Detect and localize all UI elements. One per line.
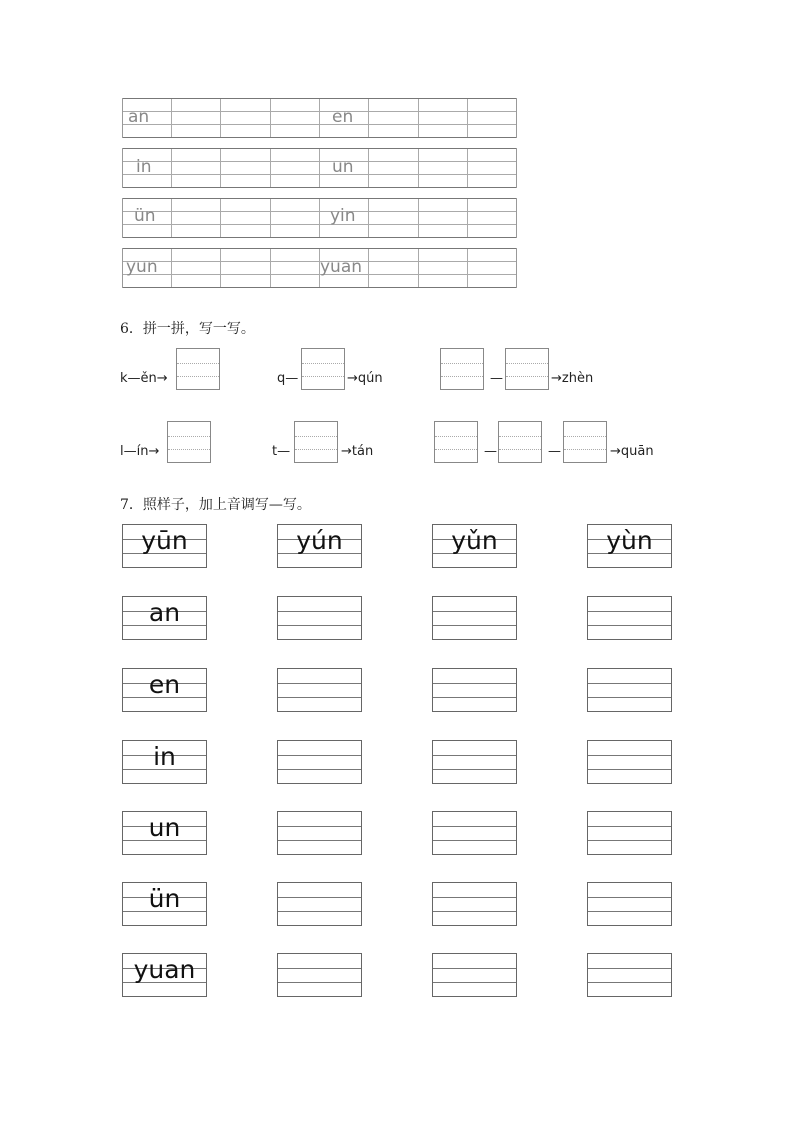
answer-box[interactable] xyxy=(277,740,362,784)
q6-heading: 6．拼一拼，写一写。 xyxy=(120,321,255,337)
prompt-box xyxy=(122,740,207,784)
answer-box[interactable] xyxy=(294,421,338,463)
answer-box[interactable] xyxy=(277,668,362,712)
q6-dash: — xyxy=(490,371,503,386)
q6-dash: — xyxy=(548,444,561,459)
answer-box[interactable] xyxy=(432,668,517,712)
q6-suffix: →tán xyxy=(341,444,374,459)
trace-label: en xyxy=(332,107,354,127)
answer-box[interactable] xyxy=(563,421,607,463)
trace-label: yin xyxy=(330,206,356,226)
answer-box[interactable] xyxy=(587,596,672,640)
q6-prefix: l—ín→ xyxy=(120,444,160,459)
answer-box[interactable] xyxy=(277,811,362,855)
answer-box[interactable] xyxy=(176,348,220,390)
answer-box[interactable] xyxy=(277,953,362,997)
trace-label: ün xyxy=(134,206,156,226)
answer-box[interactable] xyxy=(498,421,542,463)
prompt-pinyin: yuan xyxy=(133,955,196,984)
example-box xyxy=(587,524,672,568)
trace-row xyxy=(122,248,517,288)
prompt-box xyxy=(122,953,207,997)
answer-box[interactable] xyxy=(432,811,517,855)
answer-box[interactable] xyxy=(432,596,517,640)
prompt-pinyin: un xyxy=(148,813,181,842)
prompt-pinyin: en xyxy=(148,670,181,699)
example-pinyin: yùn xyxy=(606,526,653,555)
q7-heading: 7．照样子，加上音调写—写。 xyxy=(120,497,311,513)
answer-box[interactable] xyxy=(432,882,517,926)
trace-row xyxy=(122,148,517,188)
q6-suffix: →zhèn xyxy=(551,371,594,386)
answer-box[interactable] xyxy=(432,740,517,784)
prompt-box xyxy=(122,882,207,926)
answer-box[interactable] xyxy=(505,348,549,390)
example-pinyin: yún xyxy=(296,526,343,555)
q6-suffix: →qún xyxy=(347,371,383,386)
prompt-pinyin: in xyxy=(153,742,176,771)
trace-label: in xyxy=(136,157,152,177)
answer-box[interactable] xyxy=(432,953,517,997)
trace-row xyxy=(122,98,517,138)
trace-label: yuan xyxy=(320,257,363,277)
answer-box[interactable] xyxy=(277,596,362,640)
answer-box[interactable] xyxy=(587,953,672,997)
prompt-pinyin: ün xyxy=(148,884,181,913)
q6-dash: — xyxy=(484,444,497,459)
trace-label: un xyxy=(332,157,354,177)
prompt-box xyxy=(122,596,207,640)
answer-box[interactable] xyxy=(277,882,362,926)
prompt-box xyxy=(122,668,207,712)
example-box xyxy=(432,524,517,568)
answer-box[interactable] xyxy=(587,740,672,784)
q6-prefix: q— xyxy=(277,371,299,386)
example-pinyin: yǔn xyxy=(451,526,498,555)
prompt-box xyxy=(122,811,207,855)
q6-prefix: t— xyxy=(272,444,291,459)
answer-box[interactable] xyxy=(301,348,345,390)
answer-box[interactable] xyxy=(587,668,672,712)
answer-box[interactable] xyxy=(167,421,211,463)
q6-suffix: →quān xyxy=(610,444,654,459)
trace-label: an xyxy=(128,107,150,127)
trace-label: yun xyxy=(126,257,158,277)
answer-box[interactable] xyxy=(440,348,484,390)
q6-prefix: k—ěn→ xyxy=(120,371,168,386)
example-box xyxy=(277,524,362,568)
answer-box[interactable] xyxy=(434,421,478,463)
prompt-pinyin: an xyxy=(148,598,181,627)
example-pinyin: yūn xyxy=(141,526,188,555)
answer-box[interactable] xyxy=(587,882,672,926)
trace-row xyxy=(122,198,517,238)
answer-box[interactable] xyxy=(587,811,672,855)
example-box xyxy=(122,524,207,568)
